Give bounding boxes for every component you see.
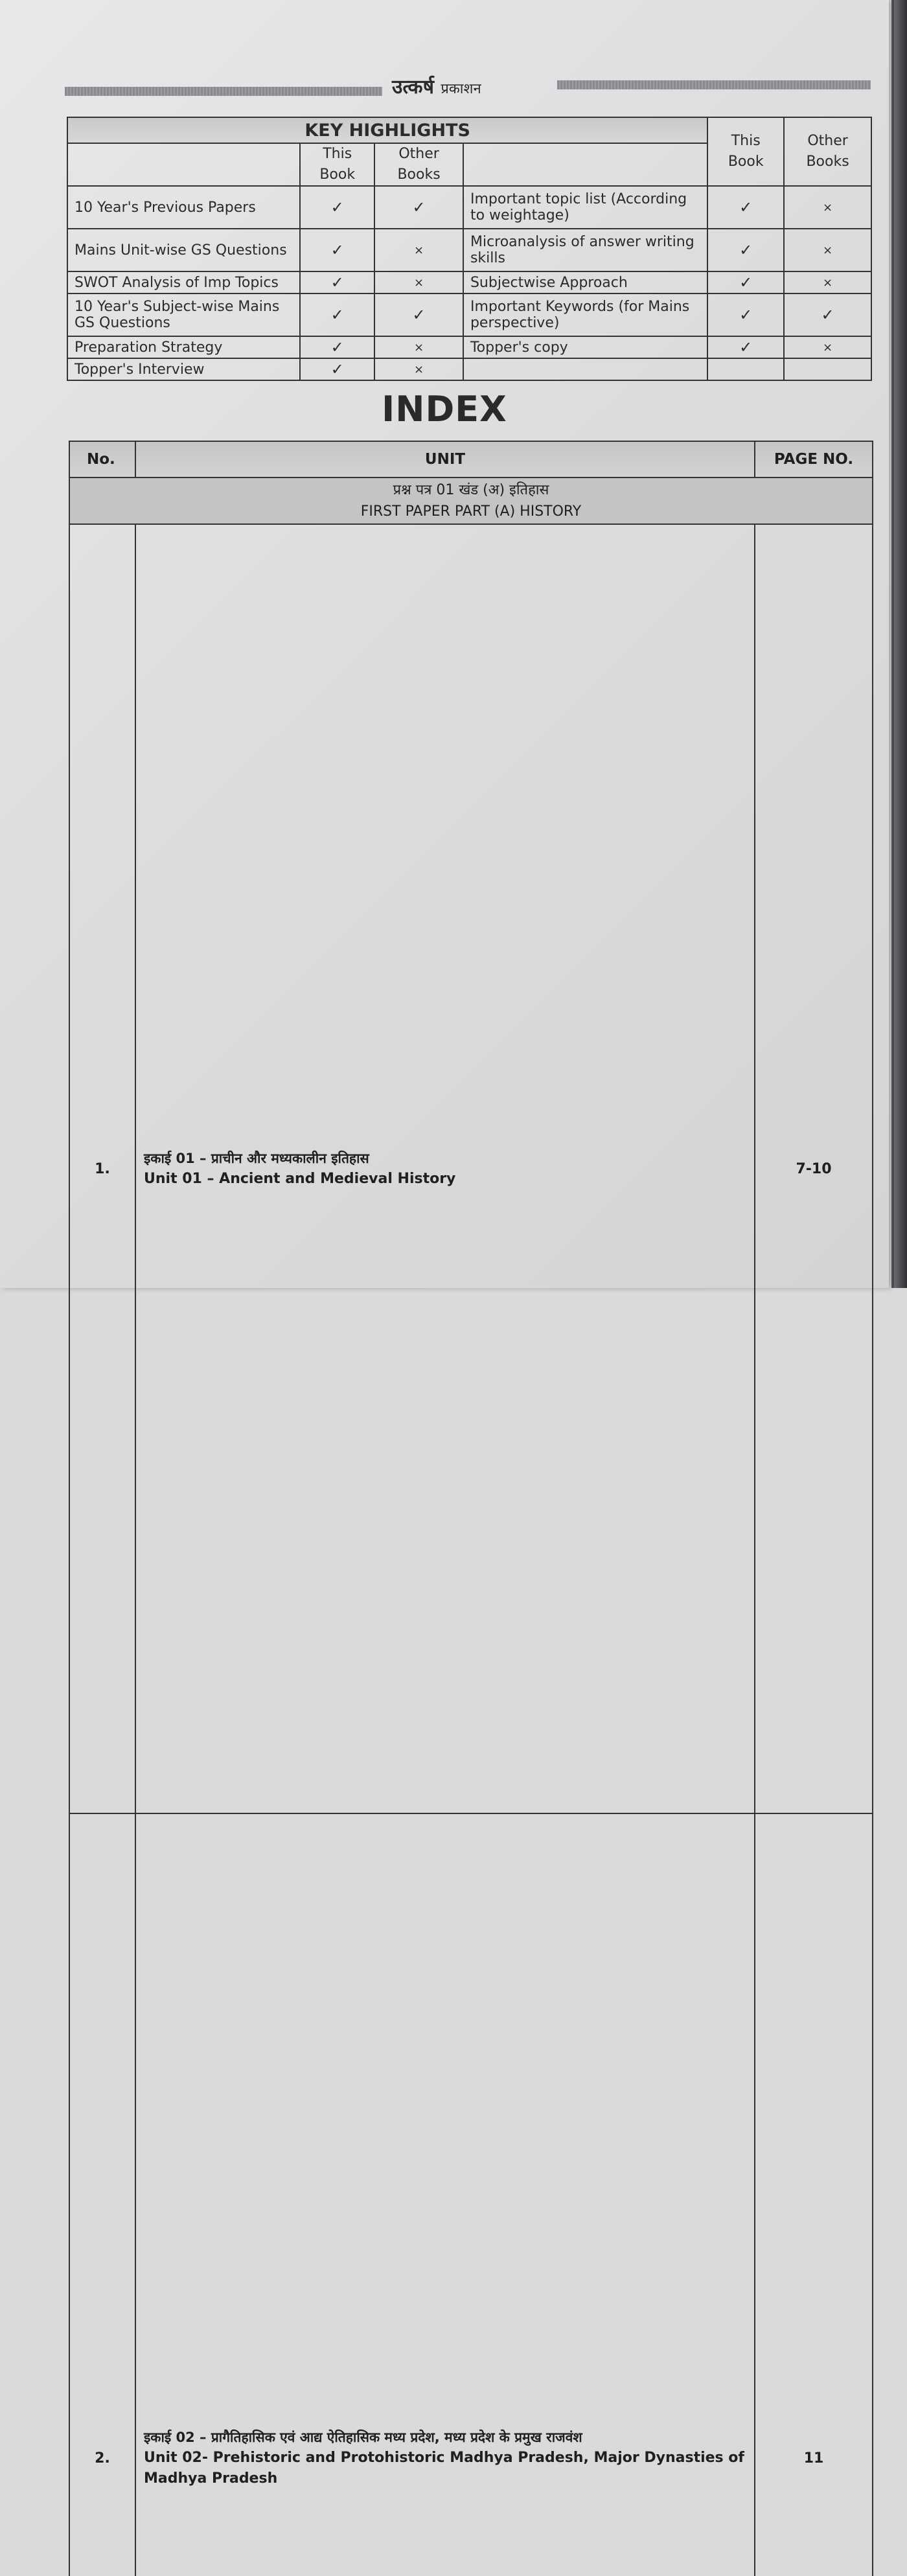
key-highlights-title: KEY HIGHLIGHTS [67, 117, 707, 143]
check-icon: ✓ [374, 293, 463, 336]
col-other-books-left: Other Books [374, 143, 463, 186]
check-icon: ✓ [300, 358, 374, 380]
check-icon: ✓ [300, 336, 374, 358]
col-other-books-right: Other Books [784, 117, 871, 186]
empty-cell [463, 358, 707, 380]
cross-icon: × [784, 186, 871, 229]
check-icon: ✓ [707, 229, 784, 271]
cross-icon: × [784, 271, 871, 293]
unit-title-hindi: इकाई 02 – प्रागैतिहासिक एवं आद्य ऐतिहासिक मध्य प्रदेश, मध्य प्रदेश के प्रमुख राजवंश [144, 2430, 582, 2445]
index-row [69, 524, 873, 1813]
empty-header-cell [67, 143, 300, 186]
section-title-hindi: प्रश्न पत्र 01 खंड (अ) इतिहास [393, 482, 549, 498]
feature-label: SWOT Analysis of Imp Topics [67, 271, 300, 293]
feature-label: Subjectwise Approach [463, 271, 707, 293]
book-spine-shadow [894, 0, 907, 1288]
key-highlights-table [67, 117, 872, 381]
cross-icon: × [374, 336, 463, 358]
page-number: 11 [755, 1813, 873, 2576]
check-icon: ✓ [374, 186, 463, 229]
feature-label: 10 Year's Subject-wise Mains GS Questions [67, 293, 300, 336]
unit-title-hindi: इकाई 01 – प्राचीन और मध्यकालीन इतिहास [144, 1151, 369, 1166]
index-title: INDEX [382, 389, 507, 430]
feature-label: Topper's Interview [67, 358, 300, 380]
check-icon: ✓ [707, 271, 784, 293]
section-row [69, 477, 873, 524]
check-icon: ✓ [707, 293, 784, 336]
feature-label: Preparation Strategy [67, 336, 300, 358]
row-number: 2. [69, 1813, 135, 2576]
check-icon: ✓ [707, 336, 784, 358]
check-icon: ✓ [300, 186, 374, 229]
check-icon: ✓ [784, 293, 871, 336]
feature-label: Microanalysis of answer writing skills [463, 229, 707, 271]
feature-label: Important topic list (According to weightage) [463, 186, 707, 229]
brand-sub: प्रकाशन [441, 81, 481, 97]
check-icon: ✓ [707, 186, 784, 229]
col-page-header: PAGE NO. [755, 441, 873, 477]
unit-title-english: Unit 01 – Ancient and Medieval History [144, 1171, 456, 1187]
unit-title-english: Unit 02- Prehistoric and Protohistoric Madhya Pradesh, Major Dynasties of Madhya Pradesh [144, 2450, 744, 2487]
feature-label: 10 Year's Previous Papers [67, 186, 300, 229]
col-this-book-right: This Book [707, 117, 784, 186]
feature-label: Topper's copy [463, 336, 707, 358]
check-icon: ✓ [300, 293, 374, 336]
check-icon: ✓ [300, 229, 374, 271]
col-no-header: No. [69, 441, 135, 477]
cross-icon: × [374, 358, 463, 380]
empty-cell [784, 358, 871, 380]
feature-label: Mains Unit-wise GS Questions [67, 229, 300, 271]
section-title-english: FIRST PAPER PART (A) HISTORY [360, 503, 582, 520]
publisher-logo [392, 73, 551, 99]
index-row [69, 1813, 873, 2576]
empty-cell [707, 358, 784, 380]
col-this-book-left: This Book [300, 143, 374, 186]
check-icon: ✓ [300, 271, 374, 293]
page-number: 7-10 [755, 524, 873, 1813]
cross-icon: × [784, 229, 871, 271]
cross-icon: × [374, 271, 463, 293]
empty-header-cell [463, 143, 707, 186]
row-number: 1. [69, 524, 135, 1813]
feature-label: Important Keywords (for Mains perspective) [463, 293, 707, 336]
header-rule-left [65, 87, 382, 96]
col-unit-header: UNIT [135, 441, 755, 477]
publisher-header [65, 70, 871, 109]
header-rule-right [557, 80, 871, 89]
cross-icon: × [784, 336, 871, 358]
index-table [69, 441, 873, 2576]
brand-name: उत्कर्ष [392, 76, 434, 98]
cross-icon: × [374, 229, 463, 271]
